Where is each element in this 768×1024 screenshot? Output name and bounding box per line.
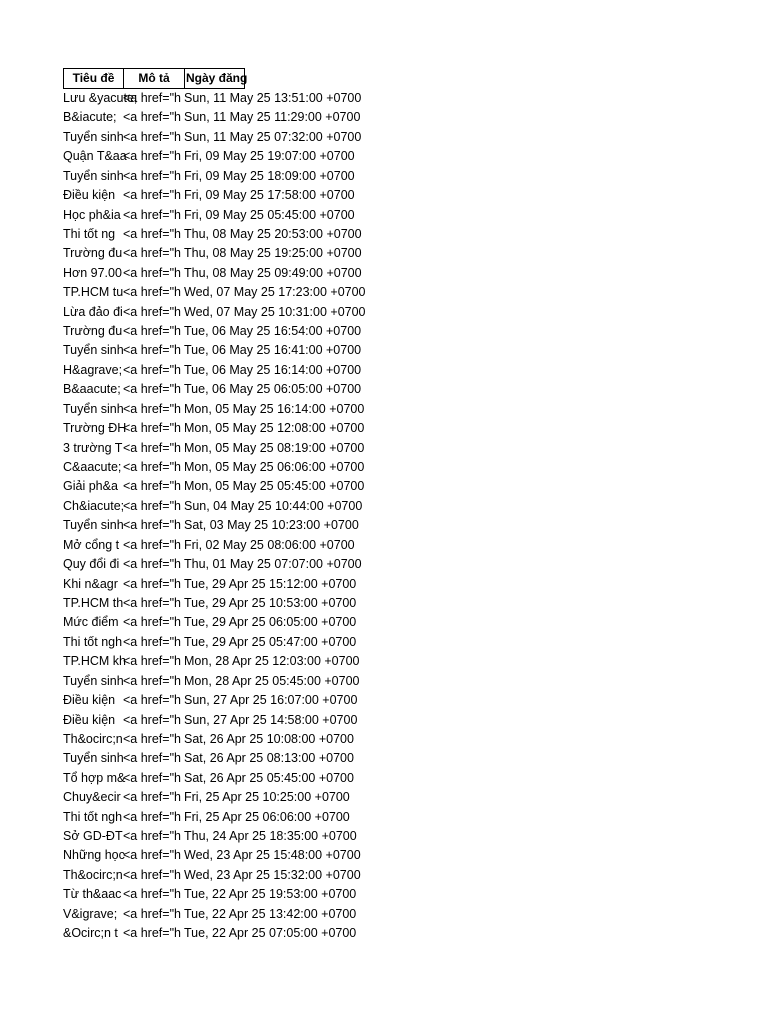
table-row (63, 827, 366, 846)
cell-date: Sun, 11 May 25 13:51:00 +0700 (184, 91, 362, 105)
cell-description: <a href="h (123, 906, 181, 921)
table-row (63, 89, 366, 108)
cell-date: Tue, 29 Apr 25 06:05:00 +0700 (184, 615, 357, 630)
cell-date: Sat, 26 Apr 25 10:08:00 +0700 (184, 731, 354, 746)
cell-description: <a href="h (123, 829, 181, 844)
cell-title: Thi tốt ngh (63, 809, 123, 824)
cell-description: <a href="h (123, 537, 181, 552)
cell-title: H&agrave; (63, 362, 123, 377)
cell-date: Fri, 09 May 25 05:45:00 +0700 (184, 207, 355, 222)
cell-title: Điều kiện (63, 712, 116, 727)
cell-title: Quy đổi đi (63, 557, 120, 572)
table-row (63, 575, 366, 594)
cell-date: Tue, 29 Apr 25 05:47:00 +0700 (184, 634, 357, 649)
cell-title: Th&ocirc;n (63, 867, 123, 882)
table-row (63, 108, 366, 127)
cell-title: Từ th&aac (63, 887, 122, 902)
cell-description: <a href="h (123, 809, 181, 824)
cell-description: <a href="h (123, 751, 181, 766)
cell-description: <a href="h (123, 673, 181, 688)
table-row (63, 477, 366, 496)
column-header-date: Ngày đăng (185, 68, 245, 89)
cell-description: <a href="h (123, 595, 181, 610)
cell-title: V&igrave; (63, 906, 118, 921)
cell-description: <a href="h (123, 440, 181, 455)
cell-date: Fri, 09 May 25 17:58:00 +0700 (184, 188, 355, 203)
table-row (63, 400, 366, 419)
cell-date: Sun, 27 Apr 25 16:07:00 +0700 (184, 693, 358, 708)
cell-date: Sun, 11 May 25 07:32:00 +0700 (184, 129, 362, 144)
cell-date: Tue, 29 Apr 25 15:12:00 +0700 (184, 576, 357, 591)
cell-description: <a href="h (123, 324, 181, 339)
cell-description: <a href="h (123, 615, 181, 630)
table-row (63, 594, 366, 613)
cell-description: <a href="h (123, 867, 181, 882)
table-row (63, 244, 366, 263)
table-row (63, 905, 366, 924)
cell-description: <a href="h (123, 246, 181, 261)
cell-date: Wed, 23 Apr 25 15:48:00 +0700 (184, 848, 361, 863)
cell-description: <a href="h (123, 460, 181, 475)
cell-description: <a href="h (123, 731, 181, 746)
table-row (63, 516, 366, 535)
cell-description: <a href="h (123, 557, 181, 572)
cell-description: <a href="h (123, 654, 181, 669)
cell-date: Mon, 05 May 25 05:45:00 +0700 (184, 479, 365, 494)
table-row (63, 711, 366, 730)
cell-description: <a href="h (123, 110, 181, 125)
table-row (63, 341, 366, 360)
table-row (63, 555, 366, 574)
cell-title: Học ph&ia (63, 207, 121, 222)
table-row (63, 458, 366, 477)
cell-date: Tue, 29 Apr 25 10:53:00 +0700 (184, 595, 357, 610)
cell-title: Tuyển sinh (63, 751, 124, 766)
cell-title: Th&ocirc;n (63, 731, 123, 746)
cell-description: <a href="h (123, 693, 181, 708)
cell-description: <a href="h (123, 770, 181, 785)
cell-date: Mon, 05 May 25 16:14:00 +0700 (184, 401, 365, 416)
table-row (63, 846, 366, 865)
table-row (63, 264, 366, 283)
cell-description: <a href="h (123, 91, 181, 105)
cell-title: Trường đu (63, 246, 123, 261)
cell-description: <a href="h (123, 168, 181, 183)
cell-date: Mon, 28 Apr 25 12:03:00 +0700 (184, 654, 360, 669)
cell-title: Những học (63, 848, 125, 863)
cell-date: Fri, 25 Apr 25 10:25:00 +0700 (184, 790, 350, 805)
cell-description: <a href="h (123, 129, 181, 144)
table-row (63, 691, 366, 710)
cell-title: C&aacute; (63, 460, 122, 475)
cell-title: Tuyển sinh (63, 401, 124, 416)
cell-description: <a href="h (123, 421, 181, 436)
cell-title: Quận T&aa (63, 149, 127, 164)
table-row (63, 361, 366, 380)
cell-title: Khi n&agr (63, 576, 118, 591)
cell-title: Tuyển sinh (63, 343, 124, 358)
cell-title: Tuyển sinh (63, 168, 124, 183)
cell-description: <a href="h (123, 479, 181, 494)
cell-date: Fri, 02 May 25 08:06:00 +0700 (184, 537, 355, 552)
cell-title: Điều kiện (63, 188, 116, 203)
cell-date: Thu, 08 May 25 19:25:00 +0700 (184, 246, 362, 261)
table-row (63, 672, 366, 691)
cell-date: Sun, 11 May 25 11:29:00 +0700 (184, 110, 361, 125)
cell-title: Trường đu (63, 324, 123, 339)
cell-title: Điều kiện (63, 693, 116, 708)
cell-description: <a href="h (123, 712, 181, 727)
table-row (63, 322, 366, 341)
table-row (63, 749, 366, 768)
cell-title: Sở GD-ĐT (63, 829, 123, 844)
table-row (63, 419, 366, 438)
cell-date: Tue, 06 May 25 16:41:00 +0700 (184, 343, 362, 358)
cell-date: Sun, 04 May 25 10:44:00 +0700 (184, 498, 363, 513)
table-row (63, 788, 366, 807)
cell-title: &Ocirc;n t (63, 926, 118, 941)
cell-title: 3 trường T (63, 440, 123, 455)
cell-date: Mon, 05 May 25 08:19:00 +0700 (184, 440, 365, 455)
cell-date: Tue, 06 May 25 16:54:00 +0700 (184, 324, 362, 339)
table-row (63, 497, 366, 516)
cell-title: Giải ph&a (63, 479, 118, 494)
cell-description: <a href="h (123, 362, 181, 377)
cell-title: Tuyển sinh (63, 518, 124, 533)
table-row (63, 283, 366, 302)
cell-title: Lưu &yacute; (63, 91, 138, 105)
cell-title: Hơn 97.00 (63, 265, 122, 280)
cell-date: Sat, 03 May 25 10:23:00 +0700 (184, 518, 359, 533)
table-body (63, 89, 366, 944)
table-row (63, 866, 366, 885)
table-row (63, 730, 366, 749)
column-header-title: Tiêu đề (63, 68, 124, 89)
table-row (63, 380, 366, 399)
table-row (63, 147, 366, 166)
cell-date: Thu, 24 Apr 25 18:35:00 +0700 (184, 829, 357, 844)
header-row (63, 68, 366, 89)
cell-title: Mức điểm (63, 615, 119, 630)
table-row (63, 128, 366, 147)
column-header-description: Mô tả (124, 68, 185, 89)
cell-title: Ch&iacute; (63, 498, 125, 513)
cell-date: Tue, 06 May 25 16:14:00 +0700 (184, 362, 362, 377)
cell-date: Mon, 05 May 25 12:08:00 +0700 (184, 421, 365, 436)
spreadsheet-table (63, 68, 366, 944)
cell-date: Sun, 27 Apr 25 14:58:00 +0700 (184, 712, 358, 727)
cell-description: <a href="h (123, 887, 181, 902)
cell-date: Thu, 08 May 25 20:53:00 +0700 (184, 226, 362, 241)
table-row (63, 186, 366, 205)
table-row (63, 652, 366, 671)
cell-date: Fri, 25 Apr 25 06:06:00 +0700 (184, 809, 350, 824)
table-row (63, 633, 366, 652)
cell-description: <a href="h (123, 926, 181, 941)
cell-description: <a href="h (123, 304, 181, 319)
cell-title: B&iacute; (63, 110, 117, 125)
table-row (63, 225, 366, 244)
cell-date: Fri, 09 May 25 18:09:00 +0700 (184, 168, 355, 183)
cell-date: Sat, 26 Apr 25 05:45:00 +0700 (184, 770, 354, 785)
cell-date: Tue, 22 Apr 25 07:05:00 +0700 (184, 926, 357, 941)
cell-description: <a href="h (123, 188, 181, 203)
table-row (63, 769, 366, 788)
cell-description: <a href="h (123, 518, 181, 533)
cell-date: Wed, 07 May 25 10:31:00 +0700 (184, 304, 366, 319)
cell-date: Fri, 09 May 25 19:07:00 +0700 (184, 149, 355, 164)
cell-description: <a href="h (123, 634, 181, 649)
cell-description: <a href="h (123, 790, 181, 805)
table-row (63, 439, 366, 458)
cell-date: Tue, 22 Apr 25 19:53:00 +0700 (184, 887, 357, 902)
table-row (63, 924, 366, 943)
cell-title: Lừa đảo đi (63, 304, 123, 319)
cell-title: Trường ĐH (63, 421, 127, 436)
cell-title: TP.HCM tu (63, 285, 124, 300)
table-row (63, 536, 366, 555)
cell-date: Mon, 05 May 25 06:06:00 +0700 (184, 460, 365, 475)
cell-description: <a href="h (123, 576, 181, 591)
table-row (63, 808, 366, 827)
cell-title: Tuyển sinh (63, 129, 124, 144)
table-row (63, 885, 366, 904)
cell-title: Mở cổng t (63, 537, 120, 552)
cell-title: Thi tốt ngh (63, 634, 123, 649)
cell-title: Tổ hợp m& (63, 770, 126, 785)
cell-description: <a href="h (123, 401, 181, 416)
cell-description: <a href="h (123, 848, 181, 863)
cell-title: Chuy&ecir (63, 790, 121, 805)
cell-description: <a href="h (123, 285, 181, 300)
table-row (63, 167, 366, 186)
cell-date: Wed, 23 Apr 25 15:32:00 +0700 (184, 867, 361, 882)
table-row (63, 303, 366, 322)
cell-date: Thu, 01 May 25 07:07:00 +0700 (184, 557, 362, 572)
cell-title: TP.HCM th (63, 595, 124, 610)
cell-title: Thi tốt ng (63, 226, 116, 241)
cell-description: <a href="h (123, 149, 181, 164)
cell-description: <a href="h (123, 226, 181, 241)
table-row (63, 206, 366, 225)
cell-date: Tue, 22 Apr 25 13:42:00 +0700 (184, 906, 357, 921)
cell-title: B&aacute; (63, 382, 121, 397)
cell-date: Tue, 06 May 25 06:05:00 +0700 (184, 382, 362, 397)
cell-date: Sat, 26 Apr 25 08:13:00 +0700 (184, 751, 354, 766)
cell-description: <a href="h (123, 207, 181, 222)
cell-date: Thu, 08 May 25 09:49:00 +0700 (184, 265, 362, 280)
cell-description: <a href="h (123, 382, 181, 397)
cell-title: TP.HCM kh (63, 654, 126, 669)
cell-title: Tuyển sinh (63, 673, 124, 688)
cell-description: <a href="h (123, 498, 181, 513)
cell-date: Wed, 07 May 25 17:23:00 +0700 (184, 285, 366, 300)
cell-description: <a href="h (123, 343, 181, 358)
cell-date: Mon, 28 Apr 25 05:45:00 +0700 (184, 673, 360, 688)
table-row (63, 613, 366, 632)
cell-description: <a href="h (123, 265, 181, 280)
